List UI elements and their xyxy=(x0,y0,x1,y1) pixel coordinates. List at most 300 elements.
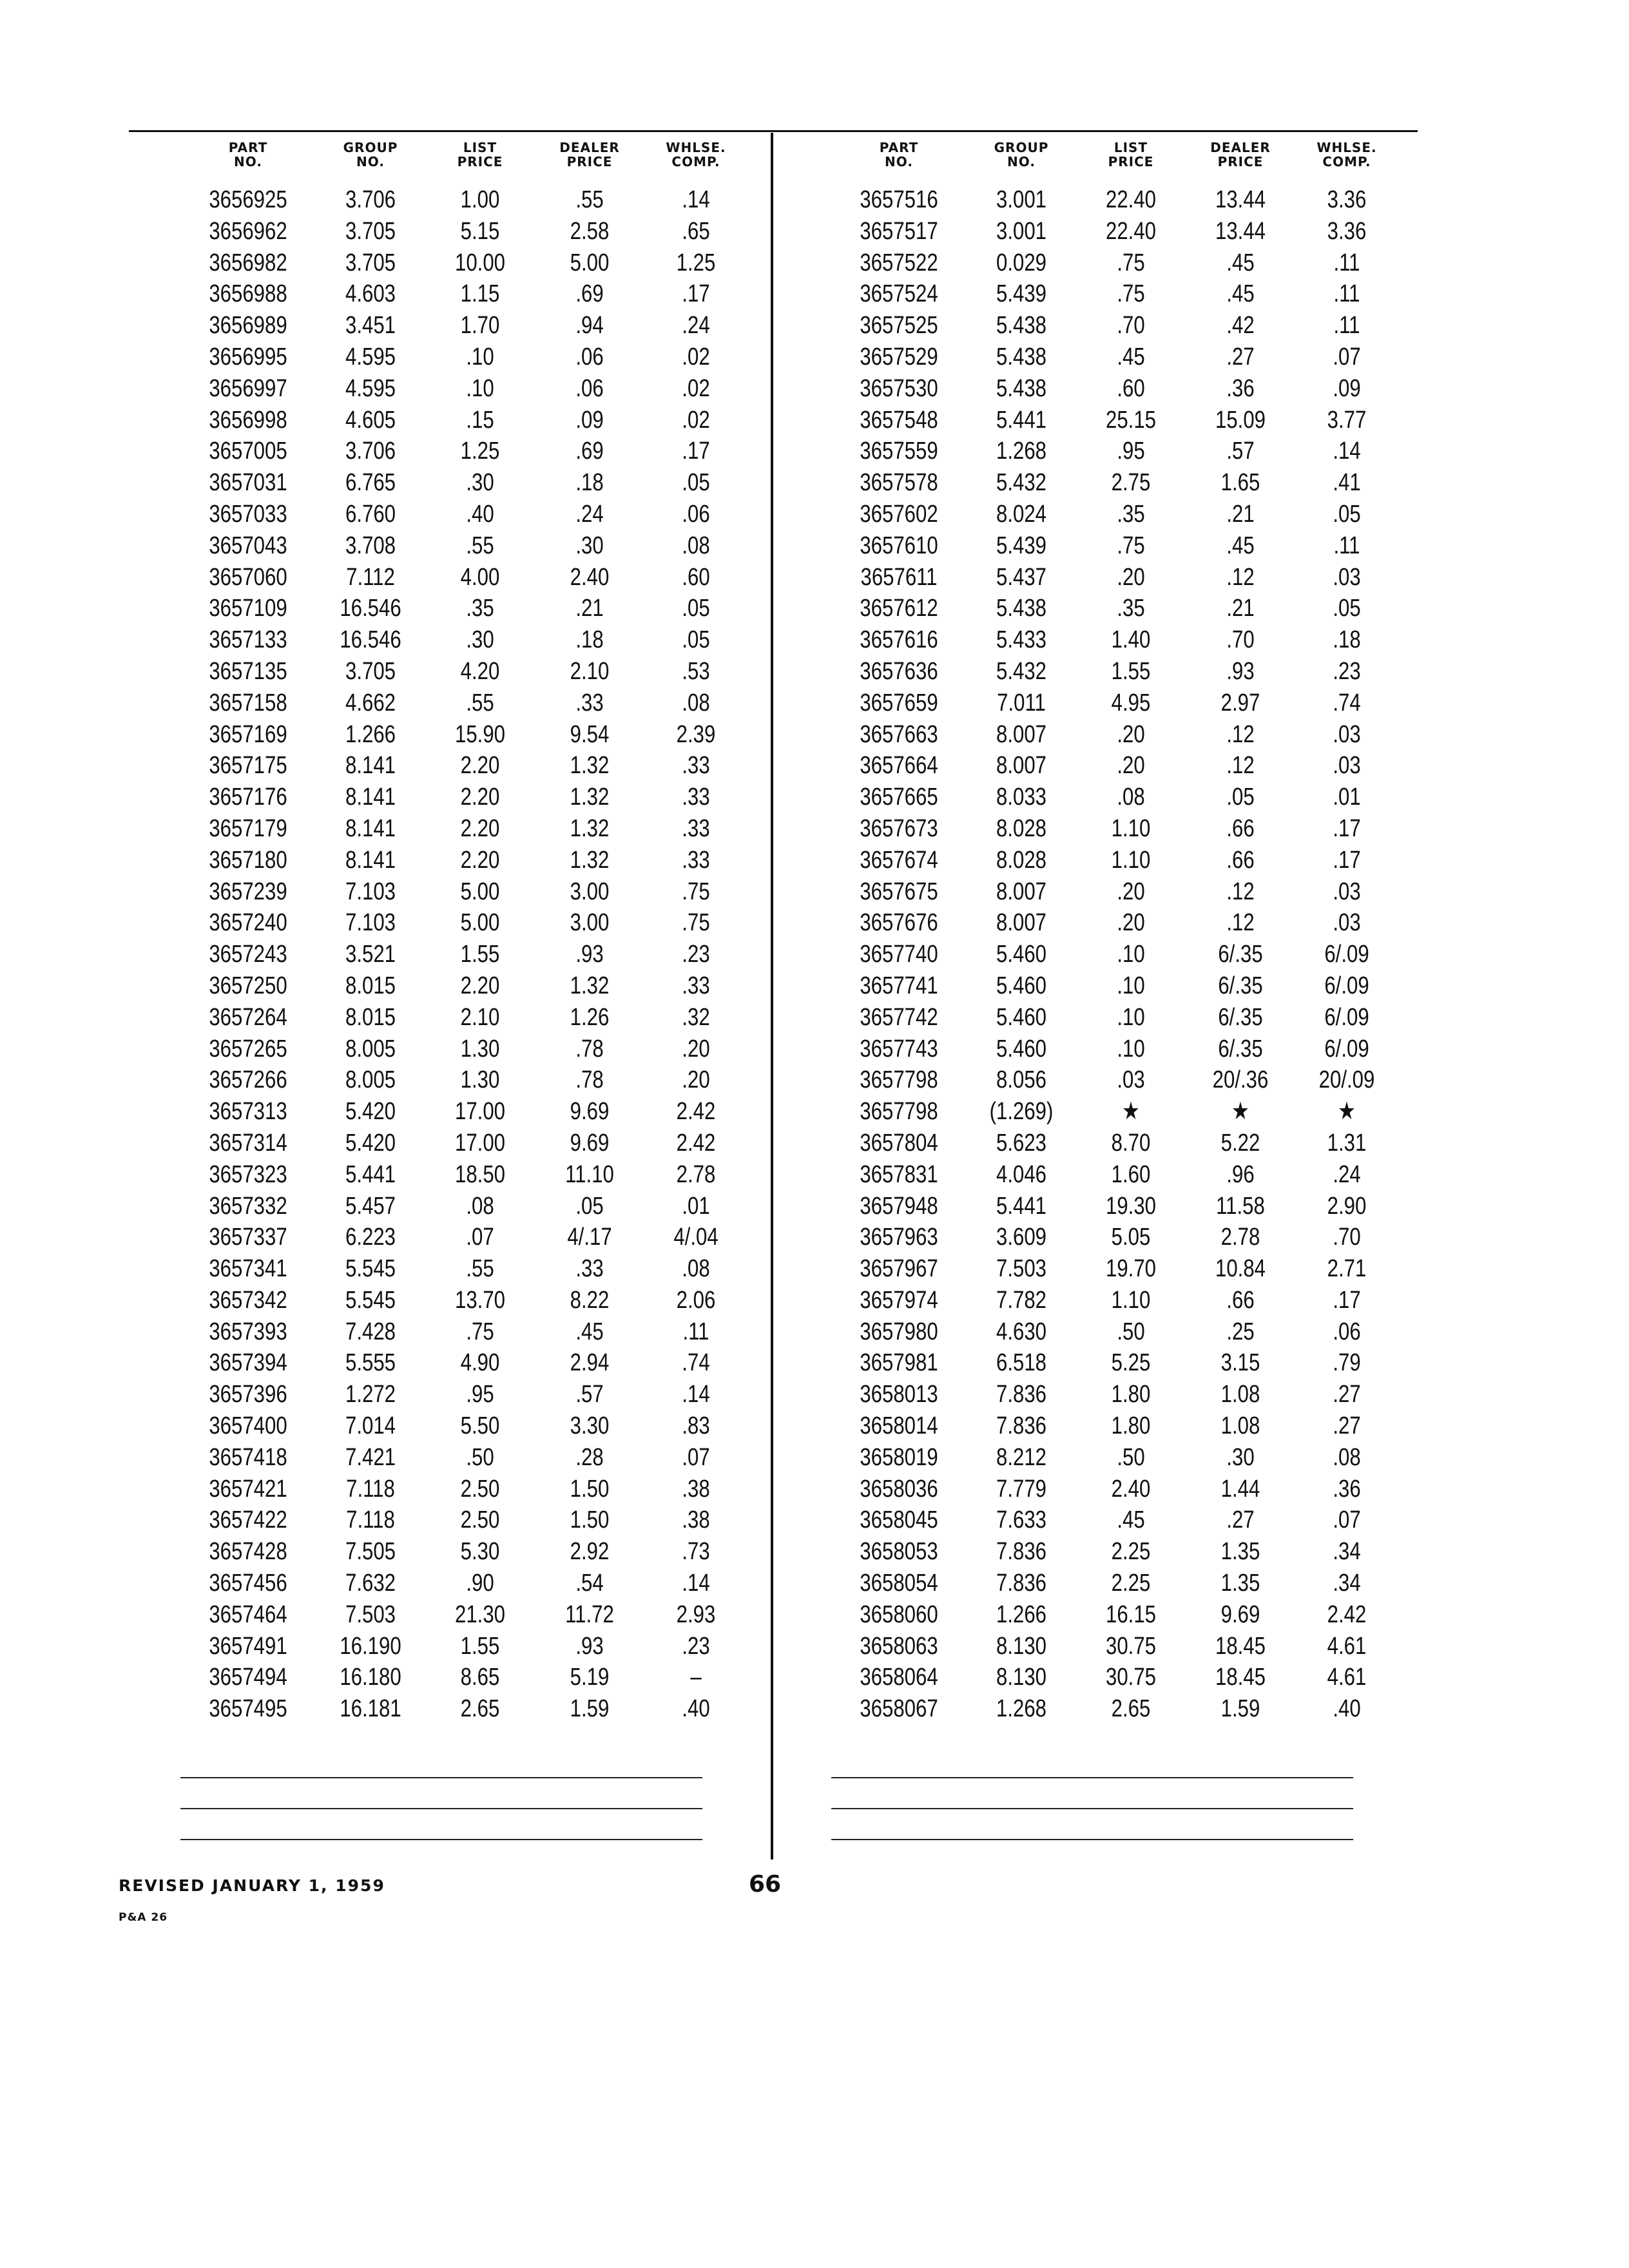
table-row xyxy=(831,970,1398,1002)
whlse-comp-cell: .05 xyxy=(1333,500,1361,528)
list-price-cell: 2.25 xyxy=(1111,1538,1151,1566)
whlse-comp-cell: .32 xyxy=(682,1003,710,1031)
table-row xyxy=(831,1442,1398,1474)
dealer-price-cell: .12 xyxy=(1226,563,1255,591)
whlse-comp-cell: 2.06 xyxy=(676,1286,716,1314)
table-row xyxy=(831,1662,1398,1693)
group-no-cell: (1.269) xyxy=(989,1098,1054,1126)
dealer-price-cell: .21 xyxy=(575,595,604,622)
whlse-comp-cell: .75 xyxy=(682,878,710,905)
group-no-cell: 5.460 xyxy=(996,941,1046,968)
table-row xyxy=(180,1442,747,1474)
group-no-cell: 5.438 xyxy=(996,595,1046,622)
list-price-cell: .50 xyxy=(1117,1443,1145,1471)
group-no-cell: 7.836 xyxy=(996,1570,1046,1597)
group-no-cell: 7.112 xyxy=(346,563,395,591)
dealer-price-cell: 1.44 xyxy=(1220,1475,1260,1503)
part-no-cell: 3658019 xyxy=(860,1443,938,1471)
whlse-comp-cell: .05 xyxy=(682,595,710,622)
whlse-comp-cell: .14 xyxy=(682,1381,710,1408)
part-no-cell: 3657464 xyxy=(209,1600,287,1628)
list-price-cell: .55 xyxy=(466,532,494,559)
whlse-comp-cell: 2.42 xyxy=(676,1129,716,1157)
list-price-cell: .95 xyxy=(1117,437,1145,465)
list-price-cell: 25.15 xyxy=(1106,406,1156,434)
dealer-price-cell: 1.50 xyxy=(570,1506,610,1534)
whlse-comp-cell: .17 xyxy=(682,280,710,308)
group-no-cell: 3.001 xyxy=(996,186,1046,213)
dealer-price-cell: .66 xyxy=(1226,846,1255,874)
group-no-cell: 5.441 xyxy=(996,1192,1046,1220)
group-no-cell: 5.438 xyxy=(996,343,1046,370)
table-row xyxy=(180,216,747,247)
table-row xyxy=(831,1064,1398,1096)
group-no-cell: 7.836 xyxy=(996,1381,1046,1408)
dealer-price-cell: .78 xyxy=(575,1035,604,1062)
table-row xyxy=(180,1599,747,1631)
whlse-comp-cell: .11 xyxy=(1333,312,1360,340)
part-no-cell: 3656989 xyxy=(209,312,287,340)
part-no-cell: 3656925 xyxy=(209,186,287,213)
group-no-cell: 7.103 xyxy=(345,878,396,905)
part-no-cell: 3657332 xyxy=(209,1192,287,1220)
part-no-cell: 3657516 xyxy=(860,186,938,213)
whlse-comp-cell: 3.77 xyxy=(1327,406,1367,434)
dealer-price-cell: .06 xyxy=(575,374,604,402)
whlse-comp-cell: .79 xyxy=(1333,1349,1361,1377)
group-no-cell: 7.421 xyxy=(345,1443,396,1471)
whlse-comp-cell: .33 xyxy=(682,972,710,999)
dealer-price-cell: 1.32 xyxy=(570,752,610,780)
dealer-price-cell: 6/.35 xyxy=(1218,972,1263,999)
table-row xyxy=(831,1253,1398,1285)
table-row xyxy=(831,1474,1398,1505)
part-no-cell: 3657659 xyxy=(860,689,938,716)
dealer-price-cell: .30 xyxy=(1226,1443,1255,1471)
whlse-comp-cell: .02 xyxy=(682,374,710,402)
dealer-price-cell: 6/.35 xyxy=(1218,1035,1263,1062)
header-group-no: GROUP NO. xyxy=(343,140,398,169)
list-price-cell: 30.75 xyxy=(1106,1632,1156,1660)
part-no-cell: 3658064 xyxy=(860,1664,938,1691)
group-no-cell: 8.007 xyxy=(996,720,1046,748)
part-no-cell: 3657673 xyxy=(860,814,938,842)
whlse-comp-cell: 2.90 xyxy=(1327,1192,1367,1220)
list-price-cell: .60 xyxy=(1117,374,1145,402)
header-dealer-price: DEALER PRICE xyxy=(1210,140,1271,169)
list-price-cell: 2.40 xyxy=(1111,1475,1151,1503)
right-blank-lines xyxy=(831,1777,1353,1870)
table-row xyxy=(180,624,747,656)
list-price-cell: 5.50 xyxy=(460,1412,500,1440)
part-no-cell: 3657636 xyxy=(860,657,938,685)
part-no-cell: 3657611 xyxy=(860,563,938,591)
group-no-cell: 3.001 xyxy=(996,217,1046,245)
table-row xyxy=(180,1316,747,1348)
list-price-cell: .10 xyxy=(1117,941,1145,968)
whlse-comp-cell: .60 xyxy=(682,563,710,591)
whlse-comp-cell: .65 xyxy=(682,217,710,245)
list-price-cell: .10 xyxy=(466,343,494,370)
list-price-cell: 2.10 xyxy=(460,1003,500,1031)
whlse-comp-cell: .33 xyxy=(682,814,710,842)
whlse-comp-cell: 2.42 xyxy=(1327,1600,1367,1628)
list-price-cell: 5.30 xyxy=(460,1538,500,1566)
group-no-cell: 8.024 xyxy=(996,500,1046,528)
whlse-comp-cell: .41 xyxy=(1333,469,1361,497)
list-price-cell: .75 xyxy=(1117,532,1145,559)
part-no-cell: 3657337 xyxy=(209,1224,287,1251)
list-price-cell: .20 xyxy=(1117,909,1145,937)
part-no-cell: 3657963 xyxy=(860,1224,938,1251)
whlse-comp-cell: .17 xyxy=(1333,1286,1361,1314)
table-row xyxy=(180,782,747,813)
list-price-cell: .10 xyxy=(466,374,494,402)
dealer-price-cell: .12 xyxy=(1226,878,1255,905)
blank-line xyxy=(831,1839,1353,1840)
part-no-cell: 3657428 xyxy=(209,1538,287,1566)
dealer-price-cell: 3.00 xyxy=(570,878,610,905)
whlse-comp-cell: .08 xyxy=(682,1255,710,1283)
table-row xyxy=(180,1536,747,1568)
dealer-price-cell: .12 xyxy=(1226,909,1255,937)
whlse-comp-cell: .17 xyxy=(1333,814,1361,842)
whlse-comp-cell: 3.36 xyxy=(1327,217,1367,245)
dealer-price-cell: .06 xyxy=(575,343,604,370)
whlse-comp-cell: .17 xyxy=(682,437,710,465)
left-blank-lines xyxy=(180,1777,702,1870)
whlse-comp-cell: .08 xyxy=(1333,1443,1361,1471)
list-price-cell: 10.00 xyxy=(455,249,505,276)
list-price-cell: 1.60 xyxy=(1111,1160,1151,1188)
group-no-cell: 8.015 xyxy=(345,972,396,999)
table-row xyxy=(180,247,747,279)
part-no-cell: 3657675 xyxy=(860,878,938,905)
whlse-comp-cell: .14 xyxy=(682,186,710,213)
group-no-cell: 16.190 xyxy=(340,1632,401,1660)
blank-line xyxy=(831,1777,1353,1778)
dealer-price-cell: .45 xyxy=(1226,532,1255,559)
left-header-row xyxy=(180,140,747,179)
table-row xyxy=(180,1222,747,1253)
table-row xyxy=(831,1285,1398,1316)
group-no-cell: 5.545 xyxy=(345,1255,396,1283)
whlse-comp-cell: 1.31 xyxy=(1327,1129,1367,1157)
part-no-cell: 3658067 xyxy=(860,1695,938,1723)
group-no-cell: 5.432 xyxy=(996,657,1046,685)
group-no-cell: 4.605 xyxy=(345,406,396,434)
dealer-price-cell: .70 xyxy=(1226,626,1255,654)
part-no-cell: 3658013 xyxy=(860,1381,938,1408)
dealer-price-cell: .33 xyxy=(575,689,604,716)
list-price-cell: 2.75 xyxy=(1111,469,1151,497)
list-price-cell: .10 xyxy=(1117,972,1145,999)
whlse-comp-cell: .03 xyxy=(1333,909,1361,937)
part-no-cell: 3657169 xyxy=(209,720,287,748)
part-no-cell: 3658045 xyxy=(860,1506,938,1534)
part-no-cell: 3657060 xyxy=(209,563,287,591)
dealer-price-cell: 3.30 xyxy=(570,1412,610,1440)
table-row xyxy=(180,1693,747,1725)
table-row xyxy=(831,1504,1398,1536)
table-row xyxy=(831,436,1398,467)
table-row xyxy=(180,373,747,405)
part-no-cell: 3657043 xyxy=(209,532,287,559)
dealer-price-cell: .66 xyxy=(1226,814,1255,842)
list-price-cell: 22.40 xyxy=(1106,186,1156,213)
table-row xyxy=(831,310,1398,341)
group-no-cell: 7.633 xyxy=(996,1506,1046,1534)
group-no-cell: 6.760 xyxy=(345,500,396,528)
table-row xyxy=(180,310,747,341)
part-no-cell: 3657831 xyxy=(860,1160,938,1188)
dealer-price-cell: 2.92 xyxy=(570,1538,610,1566)
part-no-cell: 3656988 xyxy=(209,280,287,308)
table-row xyxy=(831,1222,1398,1253)
group-no-cell: 5.441 xyxy=(996,406,1046,434)
whlse-comp-cell: .40 xyxy=(682,1695,710,1723)
group-no-cell: 5.460 xyxy=(996,972,1046,999)
dealer-price-cell: 5.19 xyxy=(570,1664,610,1691)
list-price-cell: 2.50 xyxy=(460,1475,500,1503)
dealer-price-cell: .30 xyxy=(575,532,604,559)
dealer-price-cell: .18 xyxy=(575,469,604,497)
group-no-cell: 7.503 xyxy=(996,1255,1046,1283)
whlse-comp-cell: .03 xyxy=(1333,720,1361,748)
dealer-price-cell: .45 xyxy=(575,1318,604,1345)
dealer-price-cell: 9.69 xyxy=(1220,1600,1260,1628)
part-no-cell: 3657798 xyxy=(860,1066,938,1094)
list-price-cell: 2.20 xyxy=(460,814,500,842)
list-price-cell: .50 xyxy=(466,1443,494,1471)
table-row xyxy=(180,1128,747,1159)
whlse-comp-cell: .11 xyxy=(1333,532,1360,559)
part-no-cell: 3657495 xyxy=(209,1695,287,1723)
dealer-price-cell: .93 xyxy=(1226,657,1255,685)
whlse-comp-cell: .23 xyxy=(682,1632,710,1660)
whlse-comp-cell: .01 xyxy=(682,1192,710,1220)
whlse-comp-cell: 2.78 xyxy=(676,1160,716,1188)
table-row xyxy=(180,1285,747,1316)
group-no-cell: 8.212 xyxy=(996,1443,1046,1471)
list-price-cell: .75 xyxy=(1117,249,1145,276)
dealer-price-cell: .57 xyxy=(1226,437,1255,465)
list-price-cell: .20 xyxy=(1117,720,1145,748)
list-price-cell: ★ xyxy=(1122,1098,1140,1126)
group-no-cell: 3.706 xyxy=(345,437,396,465)
dealer-price-cell: 9.54 xyxy=(570,720,610,748)
group-no-cell: 0.029 xyxy=(996,249,1046,276)
table-row xyxy=(831,1693,1398,1725)
whlse-comp-cell: .24 xyxy=(682,312,710,340)
table-row xyxy=(831,278,1398,310)
group-no-cell: 16.180 xyxy=(340,1664,401,1691)
list-price-cell: .07 xyxy=(466,1224,494,1251)
part-no-cell: 3657676 xyxy=(860,909,938,937)
dealer-price-cell: .54 xyxy=(575,1570,604,1597)
list-price-cell: .45 xyxy=(1117,1506,1145,1534)
part-no-cell: 3657313 xyxy=(209,1098,287,1126)
part-no-cell: 3657265 xyxy=(209,1035,287,1062)
group-no-cell: 8.130 xyxy=(996,1632,1046,1660)
part-no-cell: 3657180 xyxy=(209,846,287,874)
table-row xyxy=(180,1033,747,1065)
table-row xyxy=(180,1631,747,1662)
group-no-cell: 6.223 xyxy=(345,1224,396,1251)
dealer-price-cell: 13.44 xyxy=(1215,186,1266,213)
dealer-price-cell: .78 xyxy=(575,1066,604,1094)
group-no-cell: 8.028 xyxy=(996,846,1046,874)
list-price-cell: .40 xyxy=(466,500,494,528)
whlse-comp-cell: .07 xyxy=(682,1443,710,1471)
part-no-cell: 3657396 xyxy=(209,1381,287,1408)
list-price-cell: 1.10 xyxy=(1111,846,1151,874)
table-row xyxy=(831,1316,1398,1348)
whlse-comp-cell: .08 xyxy=(682,689,710,716)
dealer-price-cell: 9.69 xyxy=(570,1098,610,1126)
list-price-cell: 2.20 xyxy=(460,972,500,999)
dealer-price-cell: .69 xyxy=(575,280,604,308)
dealer-price-cell: .05 xyxy=(575,1192,604,1220)
dealer-price-cell: 15.09 xyxy=(1215,406,1266,434)
table-row xyxy=(180,813,747,845)
list-price-cell: 1.55 xyxy=(1111,657,1151,685)
whlse-comp-cell: .33 xyxy=(682,752,710,780)
table-row xyxy=(831,1096,1398,1128)
table-row xyxy=(180,593,747,624)
list-price-cell: 5.00 xyxy=(460,909,500,937)
whlse-comp-cell: 6/.09 xyxy=(1324,972,1369,999)
list-price-cell: .30 xyxy=(466,626,494,654)
table-row xyxy=(180,499,747,530)
table-row xyxy=(180,1410,747,1442)
part-no-cell: 3657559 xyxy=(860,437,938,465)
whlse-comp-cell: – xyxy=(690,1664,702,1691)
whlse-comp-cell: .33 xyxy=(682,846,710,874)
table-row xyxy=(180,278,747,310)
group-no-cell: 8.141 xyxy=(345,846,396,874)
dealer-price-cell: .36 xyxy=(1226,374,1255,402)
part-no-cell: 3657530 xyxy=(860,374,938,402)
dealer-price-cell: ★ xyxy=(1231,1098,1249,1126)
group-no-cell: 8.007 xyxy=(996,752,1046,780)
part-no-cell: 3657250 xyxy=(209,972,287,999)
whlse-comp-cell: 4.61 xyxy=(1327,1632,1367,1660)
part-no-cell: 3657742 xyxy=(860,1003,938,1031)
group-no-cell: 1.266 xyxy=(996,1600,1046,1628)
whlse-comp-cell: .02 xyxy=(682,406,710,434)
whlse-comp-cell: 4.61 xyxy=(1327,1664,1367,1691)
whlse-comp-cell: .11 xyxy=(1333,249,1360,276)
table-row xyxy=(831,750,1398,782)
list-price-cell: 1.30 xyxy=(460,1035,500,1062)
whlse-comp-cell: .70 xyxy=(1333,1224,1361,1251)
table-row xyxy=(831,782,1398,813)
page-number: 66 xyxy=(749,1871,782,1898)
group-no-cell: 1.268 xyxy=(996,437,1046,465)
whlse-comp-cell: 1.25 xyxy=(676,249,716,276)
whlse-comp-cell: .23 xyxy=(1333,657,1361,685)
list-price-cell: 1.00 xyxy=(460,186,500,213)
table-row xyxy=(180,1253,747,1285)
group-no-cell: 5.545 xyxy=(345,1286,396,1314)
list-price-cell: 1.25 xyxy=(460,437,500,465)
part-no-cell: 3657033 xyxy=(209,500,287,528)
list-price-cell: .15 xyxy=(466,406,494,434)
group-no-cell: 3.706 xyxy=(345,186,396,213)
revised-date: REVISED JANUARY 1, 1959 xyxy=(119,1876,385,1895)
dealer-price-cell: .28 xyxy=(575,1443,604,1471)
header-list-price: LIST PRICE xyxy=(457,140,503,169)
table-row xyxy=(180,656,747,687)
part-no-cell: 3657240 xyxy=(209,909,287,937)
table-row xyxy=(831,530,1398,562)
dealer-price-cell: 1.35 xyxy=(1220,1570,1260,1597)
table-row xyxy=(180,876,747,908)
group-no-cell: 1.272 xyxy=(345,1381,396,1408)
list-price-cell: 1.30 xyxy=(460,1066,500,1094)
part-no-cell: 3657323 xyxy=(209,1160,287,1188)
dealer-price-cell: 2.40 xyxy=(570,563,610,591)
part-no-cell: 3657663 xyxy=(860,720,938,748)
part-no-cell: 3657494 xyxy=(209,1664,287,1691)
table-row xyxy=(180,1474,747,1505)
part-no-cell: 3658014 xyxy=(860,1412,938,1440)
group-no-cell: 7.118 xyxy=(346,1475,395,1503)
list-price-cell: .10 xyxy=(1117,1003,1145,1031)
list-price-cell: .90 xyxy=(466,1570,494,1597)
group-no-cell: 5.555 xyxy=(345,1349,396,1377)
part-no-cell: 3657239 xyxy=(209,878,287,905)
group-no-cell: 1.268 xyxy=(996,1695,1046,1723)
part-no-cell: 3657522 xyxy=(860,249,938,276)
dealer-price-cell: .94 xyxy=(575,312,604,340)
list-price-cell: .35 xyxy=(466,595,494,622)
dealer-price-cell: 2.58 xyxy=(570,217,610,245)
table-row xyxy=(831,562,1398,593)
group-no-cell: 8.141 xyxy=(345,783,396,811)
whlse-comp-cell: .27 xyxy=(1333,1412,1361,1440)
table-row xyxy=(831,624,1398,656)
dealer-price-cell: 6/.35 xyxy=(1218,1003,1263,1031)
part-no-cell: 3657158 xyxy=(209,689,287,716)
list-price-cell: 2.20 xyxy=(460,783,500,811)
list-price-cell: 4.20 xyxy=(460,657,500,685)
list-price-cell: .75 xyxy=(466,1318,494,1345)
dealer-price-cell: 18.45 xyxy=(1215,1664,1266,1691)
part-no-cell: 3657517 xyxy=(860,217,938,245)
part-no-cell: 3657612 xyxy=(860,595,938,622)
whlse-comp-cell: .36 xyxy=(1333,1475,1361,1503)
table-row xyxy=(831,1033,1398,1065)
group-no-cell: 8.007 xyxy=(996,878,1046,905)
list-price-cell: 4.90 xyxy=(460,1349,500,1377)
list-price-cell: 4.95 xyxy=(1111,689,1151,716)
dealer-price-cell: 1.32 xyxy=(570,972,610,999)
list-price-cell: .20 xyxy=(1117,563,1145,591)
table-row xyxy=(831,467,1398,499)
header-part-no: PART NO. xyxy=(879,140,919,169)
group-no-cell: 16.546 xyxy=(340,626,401,654)
dealer-price-cell: 1.08 xyxy=(1220,1412,1260,1440)
whlse-comp-cell: .34 xyxy=(1333,1570,1361,1597)
table-row xyxy=(831,341,1398,373)
part-no-cell: 3658036 xyxy=(860,1475,938,1503)
table-row xyxy=(180,405,747,436)
table-row xyxy=(180,939,747,970)
dealer-price-cell: .24 xyxy=(575,500,604,528)
list-price-cell: 2.65 xyxy=(460,1695,500,1723)
